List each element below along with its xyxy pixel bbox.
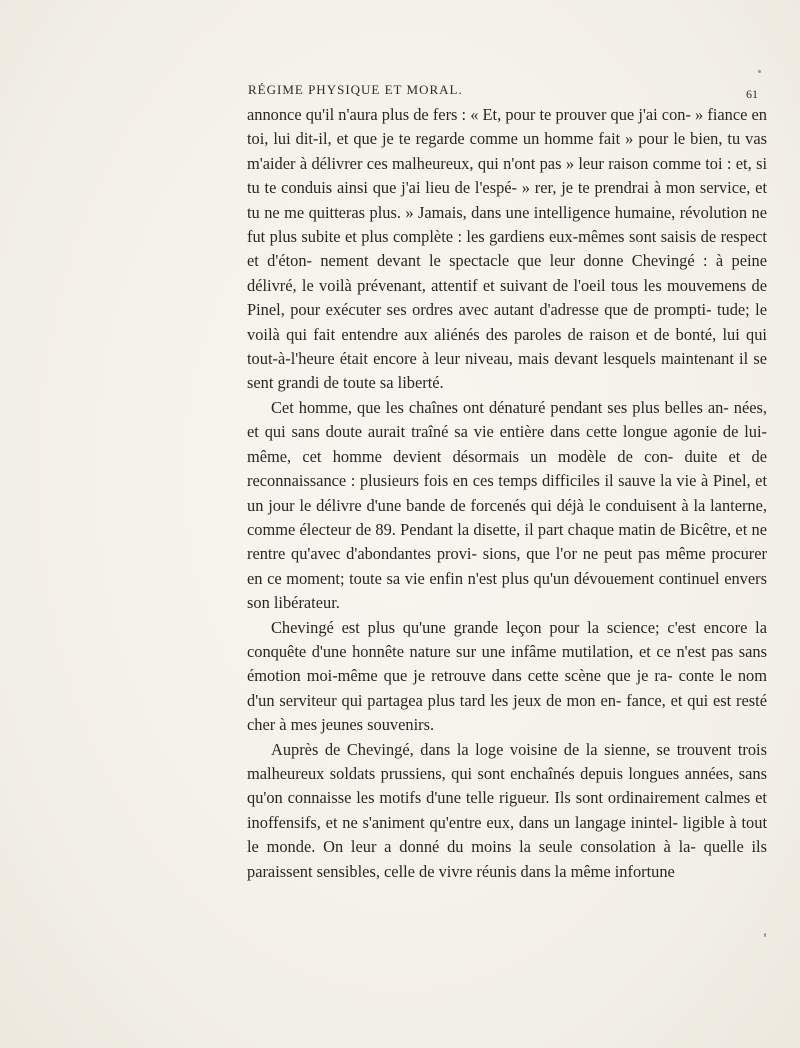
page-number: 61 (746, 87, 758, 101)
paper-speck (764, 933, 766, 937)
paragraph-2: Cet homme, que les chaînes ont dénaturé pendant ses plus belles an- nées, et qui sans doute aurait traîné sa vie entière dans cette longue agonie de lui-même, cet homme devient désormais un modèle de con- duite et de reconnaissance : plusieurs fois en ces temps difficiles il sauve la vie à Pinel, et un jour le délivre d'une bande de forcenés qui déjà le conduisent à la lanterne, comme électeur de 89. Pendant la disette, il part chaque matin de Bicêtre, et ne rentre qu'avec d'abondantes provi- sions, que l'or ne peut pas même procurer en ce moment; toute sa vie enfin n'est plus qu'un dévouement continuel envers son libérateur. (247, 397, 767, 613)
paragraph-3: Chevingé est plus qu'une grande leçon pour la science; c'est encore la conquête d'une honnête nature sur une infâme mutilation, et ce n'est pas sans émotion moi-même que je retrouve dans cette scène que je ra- conte le nom d'un serviteur qui partagea plus tard les jeux de mon en- fance, et qui est resté cher à mes jeunes souvenirs. (247, 617, 767, 735)
paragraph-1: annonce qu'il n'aura plus de fers : « Et, pour te prouver que j'ai con- » fiance en toi, lui dit-il, et que je te regarde comme un homme fait » pour le bien, tu vas m'aider à délivrer ces malheureux, qui n'ont pas » leur raison comme toi : et, si tu te conduis ainsi que j'ai lieu de l'espé- » rer, je te prendrai à mon service, et tu ne me quitteras plus. » Jamais, dans une intelligence humaine, révolution ne fut plus subite et plus complète : les gardiens eux-mêmes sont saisis de respect et d'éton- nement devant le spectacle que leur donne Chevingé : à peine délivré, le voilà prévenant, attentif et suivant de l'oeil tous les mouvemens de Pinel, pour exécuter ses ordres avec autant d'adresse que de prompti- tude; le voilà qui fait entendre aux aliénés des paroles de raison et de bonté, lui qui tout-à-l'heure était encore à leur niveau, mais devant lesquels maintenant il se sent grandi de toute sa liberté. (247, 105, 767, 393)
running-title: RÉGIME PHYSIQUE ET MORAL. (248, 82, 463, 97)
paper-speck (758, 70, 761, 73)
body-text (247, 103, 767, 884)
paragraph-4: Auprès de Chevingé, dans la loge voisine de la sienne, se trouvent trois malheureux soldats prussiens, qui sont enchaînés depuis longues années, sans qu'on connaisse les motifs d'une telle rigueur. Ils sont ordinairement calmes et inoffensifs, et ne s'animent qu'entre eux, dans un langage inintel- ligible à tout le monde. On leur a donné du moins la seule consolation à la- quelle ils paraissent sensibles, celle de vivre réunis dans la même infortune (247, 739, 767, 881)
